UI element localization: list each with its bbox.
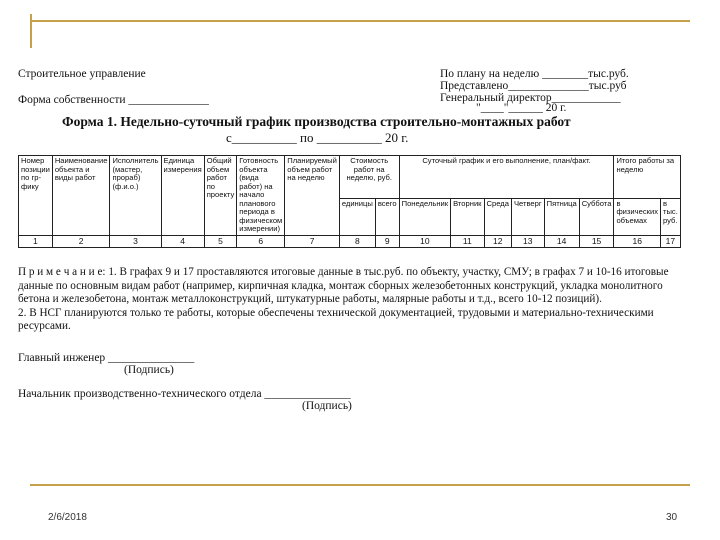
column-number: 6	[237, 235, 285, 248]
schedule-table	[18, 155, 681, 248]
col-week-total: Итого работы за неделю	[614, 156, 680, 199]
col-planned-volume: Планируемый объем работ на неделю	[285, 156, 340, 236]
sub-tuesday: Вторник	[451, 198, 484, 235]
col-executor: Исполнитель (мастер, прораб) (ф.и.о.)	[110, 156, 161, 236]
column-number: 10	[399, 235, 450, 248]
pto-head-sign: (Подпись)	[302, 400, 352, 412]
col-position: Номер позиции по гр-фику	[19, 156, 53, 236]
chief-engineer-line: Главный инженер _______________	[18, 352, 195, 364]
column-number: 12	[484, 235, 511, 248]
plan-line: По плану на неделю ________тыс.руб.	[440, 68, 629, 80]
left-rule	[30, 14, 32, 48]
sub-total: всего	[375, 198, 399, 235]
column-number: 1	[19, 235, 53, 248]
column-number: 9	[375, 235, 399, 248]
column-number: 14	[544, 235, 579, 248]
column-number: 3	[110, 235, 161, 248]
column-number: 8	[339, 235, 375, 248]
sub-wednesday: Среда	[484, 198, 511, 235]
director-line: Генеральный директор____________	[440, 92, 621, 104]
column-number: 11	[451, 235, 484, 248]
sub-monday: Понедельник	[399, 198, 450, 235]
sub-physical: в физических объемах	[614, 198, 661, 235]
org-label: Строительное управление	[18, 68, 146, 80]
col-object-name: Наименование объекта и виды работ	[52, 156, 110, 236]
sub-unit: единицы	[339, 198, 375, 235]
sub-friday: Пятница	[544, 198, 579, 235]
sub-thursday: Четверг	[511, 198, 544, 235]
ownership-label: Форма собственности ______________	[18, 94, 209, 106]
sub-saturday: Суббота	[579, 198, 614, 235]
column-number: 4	[161, 235, 204, 248]
footer-date: 2/6/2018	[48, 512, 87, 523]
presented-line: Представлено______________тыс.руб	[440, 80, 627, 92]
col-total-volume: Общий объем работ по проекту	[204, 156, 237, 236]
col-unit: Единица измерения	[161, 156, 204, 236]
pto-head-line: Начальник производственно-технического отдела _______________	[18, 388, 351, 400]
column-number: 16	[614, 235, 661, 248]
form-period: с__________ по __________ 20 г.	[226, 130, 409, 145]
note-block	[18, 266, 682, 334]
footer-page-number: 30	[666, 512, 678, 523]
form-title: Форма 1. Недельно-суточный график производства строительно-монтажных работ	[62, 114, 571, 129]
col-daily-schedule: Суточный график и его выполнение, план/факт.	[399, 156, 614, 199]
column-number: 7	[285, 235, 340, 248]
col-cost: Стоимость работ на неделю, руб.	[339, 156, 399, 199]
column-number: 13	[511, 235, 544, 248]
chief-engineer-sign: (Подпись)	[124, 364, 174, 376]
column-number: 5	[204, 235, 237, 248]
note-1: П р и м е ч а н и е: 1. В графах 9 и 17 проставляются итоговые данные в тыс.руб. по объекту, участку, СМУ; в графах 7 и 10-16 итоговые данные по основным видам работ (например, кирпичная кладка, монтаж сборных железобетонных конструкций, укладка монолитного бетона и железобетона, монтаж металлоконструкций, штукатурные работы, малярные работы и т.д., всего 10-12 позиций).	[18, 266, 669, 306]
date-line: "____"______ 20 г.	[476, 102, 567, 114]
bottom-rule	[30, 484, 690, 486]
column-number: 17	[660, 235, 680, 248]
top-rule	[30, 20, 690, 22]
column-number: 15	[579, 235, 614, 248]
column-number: 2	[52, 235, 110, 248]
sub-thousand-rub: в тыс. руб.	[660, 198, 680, 235]
note-2: 2. В НСГ планируются только те работы, которые обеспечены технической документацией, трудовыми и материально-техническими ресурсами.	[18, 306, 654, 333]
col-readiness: Готовность объекта (вида работ) на начало планового периода в физическом измерении)	[237, 156, 285, 236]
column-number-row	[19, 235, 681, 248]
